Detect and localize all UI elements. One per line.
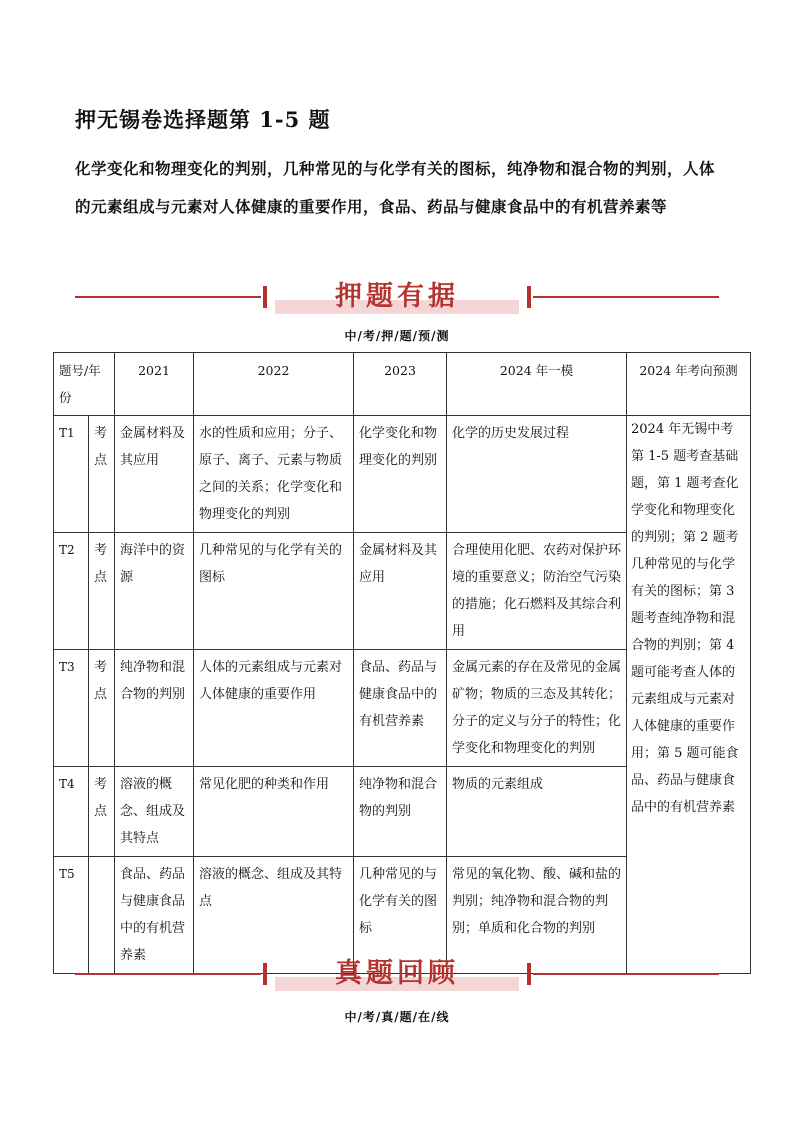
header-cell-2022: 2022 [194,353,354,416]
row-label: 考点 [89,533,115,650]
page-title: 押无锡卷选择题第 1-5 题 [75,107,331,132]
cell-2024: 合理使用化肥、农药对保护环境的重要意义；防治空气污染的措施；化石燃料及其综合利用 [447,533,627,650]
question-id: T2 [54,533,89,650]
cell-2024: 化学的历史发展过程 [447,416,627,533]
banner-bar-right [527,963,531,985]
question-id: T4 [54,767,89,857]
exam-topics-table [53,352,751,974]
banner-bar-left [263,286,267,308]
banner-caption: 中/考/真/题/在/线 [344,1010,450,1024]
section-banner-review [75,955,719,995]
table-row [54,416,751,533]
table-header-row [54,353,751,416]
header-cell-prediction: 2024 年考向预测 [627,353,751,416]
cell-2023: 纯净物和混合物的判别 [354,767,447,857]
cell-2021: 溶液的概念、组成及其特点 [115,767,194,857]
row-label: 考点 [89,416,115,533]
banner-caption: 中/考/押/题/预/测 [344,329,450,343]
cell-2022: 几种常见的与化学有关的图标 [194,533,354,650]
banner-rule-right [533,296,719,298]
cell-2023: 金属材料及其应用 [354,533,447,650]
question-id: T1 [54,416,89,533]
cell-2024: 常见的氧化物、酸、碱和盐的判别；纯净物和混合物的判别；单质和化合物的判别 [447,857,627,974]
cell-2022: 水的性质和应用；分子、原子、离子、元素与物质之间的关系；化学变化和物理变化的判别 [194,416,354,533]
header-cell-2023: 2023 [354,353,447,416]
question-id: T5 [54,857,89,974]
cell-2023: 食品、药品与健康食品中的有机营养素 [354,650,447,767]
banner-heading: 真题回顾 [335,958,459,989]
cell-2022: 常见化肥的种类和作用 [194,767,354,857]
banner-rule-right [533,973,719,975]
row-label: 考点 [89,767,115,857]
question-id: T3 [54,650,89,767]
banner-rule-left [75,296,261,298]
section-banner-prediction [75,278,719,318]
cell-2022: 溶液的概念、组成及其特点 [194,857,354,974]
banner-heading: 押题有据 [335,281,459,312]
banner-rule-left [75,973,261,975]
cell-2021: 金属材料及其应用 [115,416,194,533]
header-cell-question: 题号/年份 [54,353,115,416]
header-cell-2024: 2024 年一模 [447,353,627,416]
prediction-cell: 2024 年无锡中考第 1-5 题考查基础题，第 1 题考查化学变化和物理变化的判别；第 2 题考几种常见的与化学有关的图标；第 3 题考查纯净物和混合物的判别；第 4 题可能考查人体的元素组成与元素对人体健康的重要作用；第 5 题可能食品、药品与健康食品中的有机营养素 [627,416,751,974]
cell-2024: 金属元素的存在及常见的金属矿物；物质的三态及其转化；分子的定义与分子的特性；化学变化和物理变化的判别 [447,650,627,767]
cell-2024: 物质的元素组成 [447,767,627,857]
banner-bar-right [527,286,531,308]
cell-2023: 几种常见的与化学有关的图标 [354,857,447,974]
row-label: 考点 [89,650,115,767]
cell-2023: 化学变化和物理变化的判别 [354,416,447,533]
cell-2022: 人体的元素组成与元素对人体健康的重要作用 [194,650,354,767]
cell-2021: 食品、药品与健康食品中的有机营养素 [115,857,194,974]
page-subtitle: 化学变化和物理变化的判别，几种常见的与化学有关的图标，纯净物和混合物的判别，人体的元素组成与元素对人体健康的重要作用，食品、药品与健康食品中的有机营养素等 [75,159,716,216]
cell-2021: 纯净物和混合物的判别 [115,650,194,767]
cell-2021: 海洋中的资源 [115,533,194,650]
banner-bar-left [263,963,267,985]
header-cell-2021: 2021 [115,353,194,416]
